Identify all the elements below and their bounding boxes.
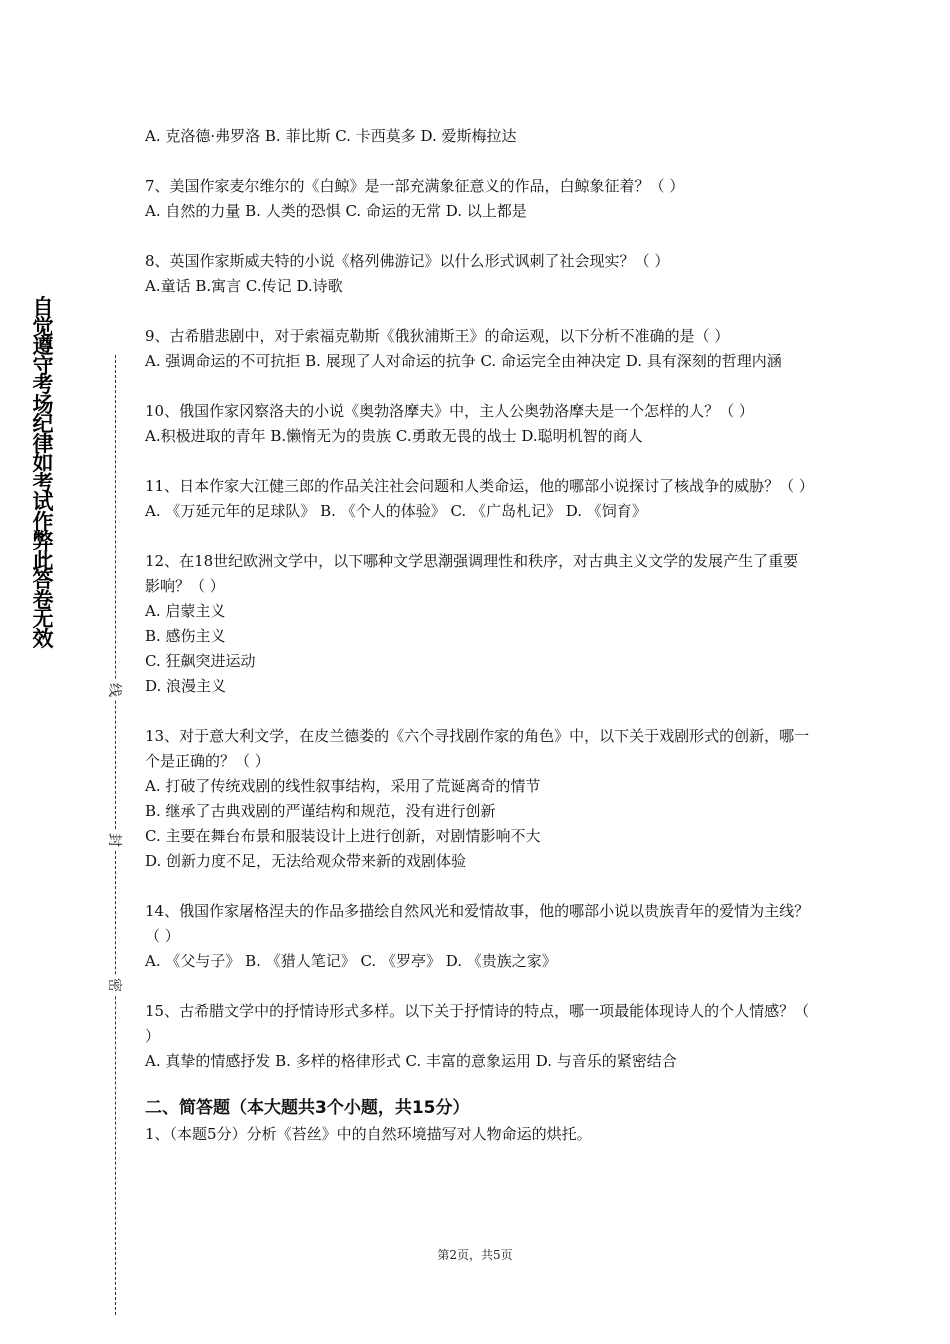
question-11 (145, 474, 814, 524)
question-6-options: A. 克洛德·弗罗洛 B. 菲比斯 C. 卡西莫多 D. 爱斯梅拉达 (145, 127, 517, 145)
question-stem: 13、对于意大利文学，在皮兰德娄的《六个寻找剧作家的角色》中，以下关于戏剧形式的创新，哪一个是正确的？（ ） (145, 727, 810, 770)
question-stem: 11、日本作家大江健三郎的作品关注社会问题和人类命运，他的哪部小说探讨了核战争的威胁？（ ） (145, 477, 814, 495)
option-d: D. 创新力度不足，无法给观众带来新的戏剧体验 (145, 852, 467, 870)
question-stem: 8、英国作家斯威夫特的小说《格列佛游记》以什么形式讽刺了社会现实？（ ） (145, 252, 670, 270)
question-9 (145, 324, 810, 374)
question-12 (145, 549, 810, 699)
question-14 (145, 899, 810, 974)
question-8 (145, 249, 810, 299)
question-stem: 15、古希腊文学中的抒情诗形式多样。以下关于抒情诗的特点，哪一项最能体现诗人的个人情感？（ ） (145, 1002, 810, 1045)
question-options: A. 《父与子》 B. 《猎人笔记》 C. 《罗亭》 D. 《贵族之家》 (145, 952, 557, 970)
question-stem: 14、俄国作家屠格涅夫的作品多描绘自然风光和爱情故事，他的哪部小说以贵族青年的爱情为主线？（ ） (145, 902, 810, 945)
seal-label-line: 线 (105, 680, 125, 700)
section-2-title: 二、简答题（本大题共3个小题，共15分） (145, 1098, 470, 1118)
question-13 (145, 724, 810, 874)
option-a: A. 启蒙主义 (145, 602, 226, 620)
page-number: 第2页，共5页 (437, 1248, 513, 1262)
exam-content (145, 124, 814, 1147)
seal-label-secret: 密 (105, 975, 125, 995)
question-stem: 12、在18世纪欧洲文学中，以下哪种文学思潮强调理性和秩序，对古典主义文学的发展产生了重要影响？（ ） (145, 552, 799, 595)
question-10 (145, 399, 810, 449)
option-c: C. 狂飙突进运动 (145, 652, 256, 670)
question-options: A. 强调命运的不可抗拒 B. 展现了人对命运的抗争 C. 命运完全由神决定 D. 具有深刻的哲理内涵 (145, 352, 782, 370)
question-options: A.童话 B.寓言 C.传记 D.诗歌 (145, 277, 343, 295)
question-options: A.积极进取的青年 B.懒惰无为的贵族 C.勇敢无畏的战士 D.聪明机智的商人 (145, 427, 643, 445)
seal-label-seal: 封 (105, 830, 125, 850)
option-d: D. 浪漫主义 (145, 677, 227, 695)
option-b: B. 感伤主义 (145, 627, 226, 645)
question-stem: 9、古希腊悲剧中，对于索福克勒斯《俄狄浦斯王》的命运观，以下分析不准确的是（ ） (145, 327, 730, 345)
option-c: C. 主要在舞台布景和服装设计上进行创新，对剧情影响不大 (145, 827, 541, 845)
question-15 (145, 999, 810, 1074)
option-b: B. 继承了古典戏剧的严谨结构和规范，没有进行创新 (145, 802, 496, 820)
question-stem: 10、俄国作家冈察洛夫的小说《奥勃洛摩夫》中，主人公奥勃洛摩夫是一个怎样的人？（ ） (145, 402, 754, 420)
question-options: A. 真挚的情感抒发 B. 多样的格律形式 C. 丰富的意象运用 D. 与音乐的紧密结合 (145, 1052, 677, 1070)
short-answer-question-1: 1、（本题5分）分析《苔丝》中的自然环境描写对人物命运的烘托。 (145, 1125, 592, 1143)
question-options: A. 《万延元年的足球队》 B. 《个人的体验》 C. 《广岛札记》 D. 《饲育》 (145, 502, 647, 520)
question-6-options-block (145, 124, 810, 149)
question-stem: 7、美国作家麦尔维尔的《白鲸》是一部充满象征意义的作品，白鲸象征着？（ ） (145, 177, 685, 195)
question-7 (145, 174, 810, 224)
option-a: A. 打破了传统戏剧的线性叙事结构，采用了荒诞离奇的情节 (145, 777, 541, 795)
question-options: A. 自然的力量 B. 人类的恐惧 C. 命运的无常 D. 以上都是 (145, 202, 527, 220)
exam-discipline-notice: 自觉遵守考场纪律如考试作弊此答卷无效 (32, 295, 54, 651)
